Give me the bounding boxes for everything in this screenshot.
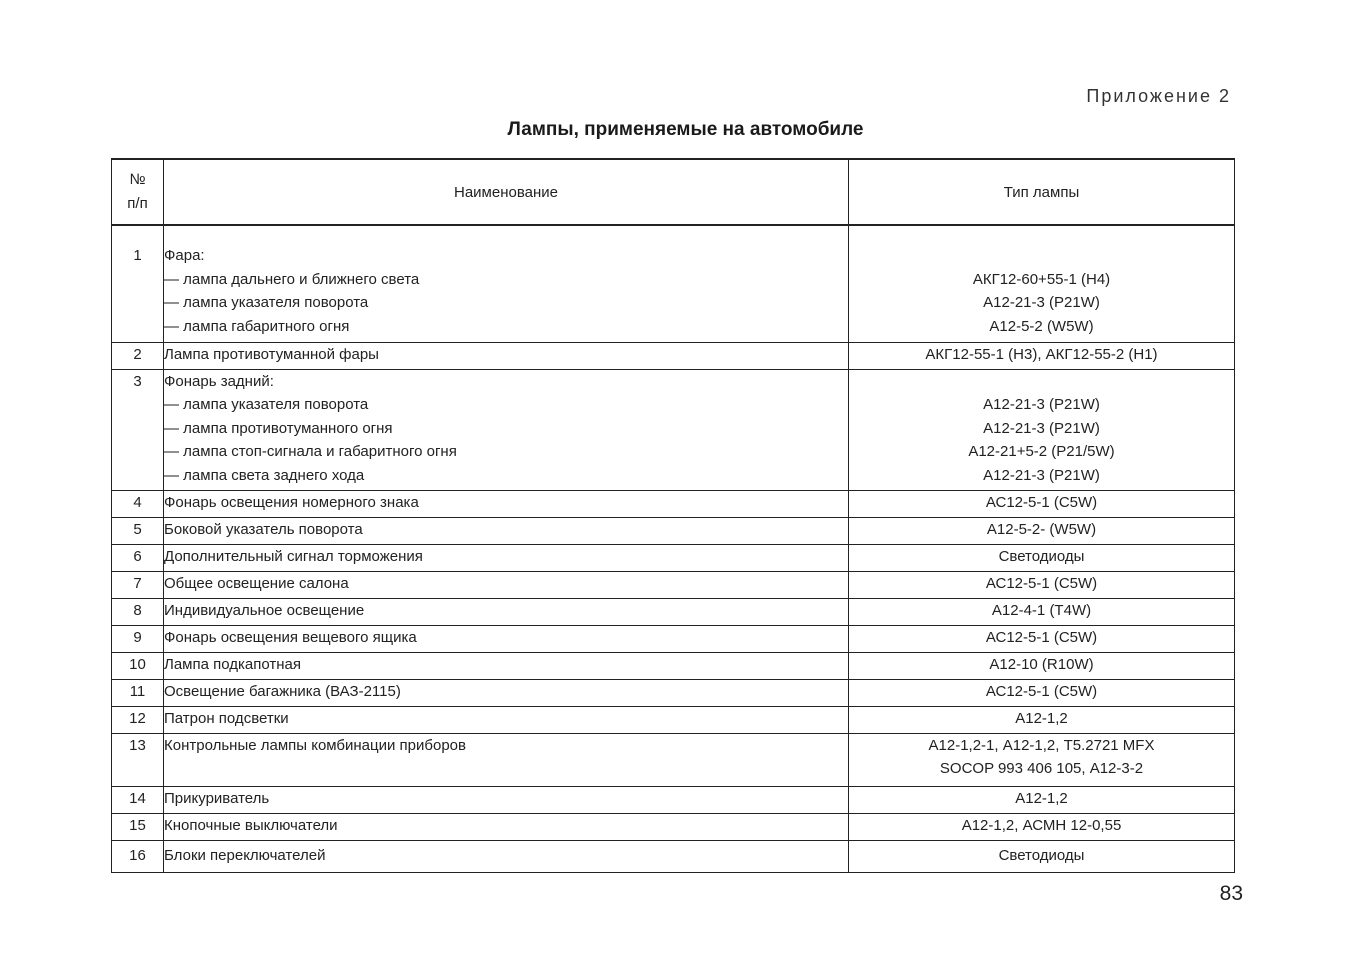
lamp-name-line: Боковой указатель поворота: [164, 520, 363, 538]
row-number-cell: [112, 342, 164, 369]
lamp-type-line: Светодиоды: [998, 847, 1085, 865]
row-number: 6: [133, 547, 142, 565]
row-number: 8: [133, 601, 142, 619]
lamp-name-line: Фонарь освещения номерного знака: [164, 493, 419, 511]
row-number: 4: [133, 493, 142, 511]
lamp-type-cell: [849, 652, 1235, 679]
table-row: [112, 813, 1235, 840]
row-number-cell: [112, 234, 164, 342]
lamp-type-line: АС12-5-1 (C5W): [985, 628, 1098, 646]
table-row: [112, 679, 1235, 706]
table-row: [112, 234, 1235, 342]
lamp-name-line: Контрольные лампы комбинации приборов: [164, 736, 466, 754]
lamp-name-cell: [164, 544, 849, 571]
row-number: 15: [129, 816, 146, 834]
table-row: [112, 369, 1235, 490]
table-row: [112, 490, 1235, 517]
table-row: [112, 571, 1235, 598]
lamps-table: [111, 158, 1235, 873]
lamp-type-cell: [849, 342, 1235, 369]
lamp-name-cell: [164, 490, 849, 517]
lamp-name-line: — лампа указателя поворота: [164, 396, 369, 413]
spacer-cell: [849, 225, 1235, 234]
lamp-name-line: — лампа противотуманного огня: [164, 419, 393, 437]
lamp-type-cell: [849, 706, 1235, 733]
appendix-label: Приложение 2: [1086, 86, 1231, 106]
lamp-name-cell: [164, 625, 849, 652]
lamp-type-line: АС12-5-1 (C5W): [985, 682, 1098, 700]
lamp-type-line: А12-1,2, АСМН 12-0,55: [961, 816, 1122, 834]
header-name: Наименование: [164, 159, 849, 225]
lamp-name-line: Кнопочные выключатели: [164, 816, 338, 834]
lamp-name-cell: [164, 706, 849, 733]
lamp-type-line: АС12-5-1 (C5W): [985, 493, 1098, 511]
lamp-name-cell: [164, 517, 849, 544]
lamp-name-line: Фонарь задний:: [164, 372, 274, 390]
table-header-row: [112, 159, 1235, 225]
row-number: 3: [133, 372, 142, 390]
lamp-name-line: Фара:: [164, 247, 205, 264]
table-spacer-row: [112, 225, 1235, 234]
table-row: [112, 598, 1235, 625]
lamp-name-cell: [164, 598, 849, 625]
row-number-cell: [112, 786, 164, 813]
lamp-type-line: А12-21-3 (P21W): [983, 294, 1100, 311]
row-number-cell: [112, 544, 164, 571]
lamp-type-cell: [849, 598, 1235, 625]
lamp-type-line: А12-10 (R10W): [989, 655, 1094, 673]
header-type: Тип лампы: [849, 159, 1235, 225]
lamp-type-line: А12-1,2: [1015, 789, 1068, 807]
row-number-cell: [112, 598, 164, 625]
lamp-name-cell: [164, 786, 849, 813]
table-row: [112, 544, 1235, 571]
header-number: [112, 159, 164, 225]
table-row: [112, 706, 1235, 733]
lamp-name-cell: [164, 813, 849, 840]
table-row: [112, 652, 1235, 679]
lamp-type-line: А12-5-2- (W5W): [986, 520, 1097, 538]
row-number-cell: [112, 490, 164, 517]
lamp-type-cell: [849, 544, 1235, 571]
spacer-cell: [164, 225, 849, 234]
lamp-name-line: — лампа света заднего хода: [164, 466, 365, 484]
lamp-type-line: АКГ12-60+55-1 (Н4): [972, 270, 1111, 288]
header-number-abbr: п/п: [127, 195, 148, 212]
row-number-cell: [112, 625, 164, 652]
lamp-type-line: АС12-5-1 (C5W): [985, 574, 1098, 592]
row-number-cell: [112, 813, 164, 840]
lamp-type-line: [849, 370, 1234, 394]
row-number: 12: [129, 709, 146, 727]
table-row: [112, 342, 1235, 369]
header-number-symbol: №: [129, 171, 146, 188]
lamp-name-cell: [164, 840, 849, 872]
lamp-name-cell: [164, 571, 849, 598]
row-number: 7: [133, 574, 142, 592]
lamp-name-cell: [164, 342, 849, 369]
table-row: [112, 517, 1235, 544]
lamp-type-cell: [849, 490, 1235, 517]
lamp-type-cell: [849, 840, 1235, 872]
lamp-name-line: — лампа дальнего и ближнего света: [164, 270, 420, 288]
row-number: 2: [133, 345, 142, 363]
lamp-type-line: А12-21-3 (P21W): [983, 466, 1100, 484]
lamp-name-cell: [164, 234, 849, 342]
lamp-name-line: — лампа габаритного огня: [164, 317, 350, 335]
lamp-name-line: Дополнительный сигнал торможения: [164, 547, 423, 565]
lamp-type-cell: [849, 571, 1235, 598]
row-number: 9: [133, 628, 142, 646]
lamp-type-cell: [849, 625, 1235, 652]
spacer-cell: [112, 225, 164, 234]
lamp-type-line: А12-5-2 (W5W): [989, 317, 1094, 335]
lamp-type-line: А12-21+5-2 (P21/5W): [968, 443, 1115, 460]
lamp-name-line: Фонарь освещения вещевого ящика: [164, 628, 417, 646]
row-number: 14: [129, 789, 146, 807]
table-row: [112, 840, 1235, 872]
lamp-type-line: А12-1,2: [1015, 709, 1068, 727]
lamp-name-cell: [164, 369, 849, 490]
lamp-type-cell: [849, 517, 1235, 544]
lamp-name-line: — лампа стоп-сигнала и габаритного огня: [164, 443, 457, 460]
lamp-name-line: Блоки переключателей: [164, 847, 326, 865]
lamp-type-line: АКГ12-55-1 (Н3), АКГ12-55-2 (Н1): [925, 345, 1158, 363]
lamp-type-line: А12-4-1 (T4W): [991, 601, 1092, 619]
row-number: 10: [129, 655, 146, 673]
lamp-type-line: [849, 244, 1234, 268]
lamp-type-line: А12-21-3 (P21W): [983, 396, 1100, 413]
lamp-name-cell: [164, 679, 849, 706]
lamp-type-cell: [849, 813, 1235, 840]
page-title: Лампы, применяемые на автомобиле: [507, 119, 864, 140]
lamp-name-line: — лампа указателя поворота: [164, 294, 369, 311]
lamp-type-line: А12-1,2-1, А12-1,2, T5.2721 MFX: [928, 736, 1155, 754]
lamp-type-cell: [849, 234, 1235, 342]
row-number: 11: [129, 682, 146, 700]
row-number: 5: [133, 520, 142, 538]
lamp-name-line: Индивидуальное освещение: [164, 601, 365, 619]
row-number-cell: [112, 571, 164, 598]
lamp-name-line: Лампа противотуманной фары: [164, 345, 379, 363]
row-number: 1: [133, 247, 142, 264]
row-number-cell: [112, 369, 164, 490]
table-row: [112, 786, 1235, 813]
lamp-name-line: Лампа подкапотная: [164, 655, 302, 673]
row-number: 16: [129, 847, 146, 865]
lamp-type-line: Светодиоды: [998, 547, 1085, 565]
lamp-type-line: SOCOP 993 406 105, А12-3-2: [939, 760, 1144, 777]
lamp-type-cell: [849, 733, 1235, 786]
lamp-type-cell: [849, 679, 1235, 706]
row-number-cell: [112, 652, 164, 679]
row-number-cell: [112, 517, 164, 544]
lamp-name-line: Освещение багажника (ВАЗ-2115): [164, 682, 401, 700]
row-number-cell: [112, 840, 164, 872]
lamp-type-cell: [849, 786, 1235, 813]
row-number-cell: [112, 706, 164, 733]
row-number-cell: [112, 679, 164, 706]
table-row: [112, 625, 1235, 652]
lamp-name-cell: [164, 733, 849, 786]
lamp-type-line: А12-21-3 (P21W): [983, 419, 1100, 437]
table-row: [112, 733, 1235, 786]
lamp-name-cell: [164, 652, 849, 679]
lamp-type-cell: [849, 369, 1235, 490]
lamp-name-line: Прикуриватель: [164, 789, 270, 807]
page-number: 83: [1219, 882, 1243, 905]
row-number: 13: [129, 736, 146, 754]
lamp-name-line: Патрон подсветки: [164, 709, 289, 727]
row-number-cell: [112, 733, 164, 786]
lamp-name-line: Общее освещение салона: [164, 574, 349, 592]
